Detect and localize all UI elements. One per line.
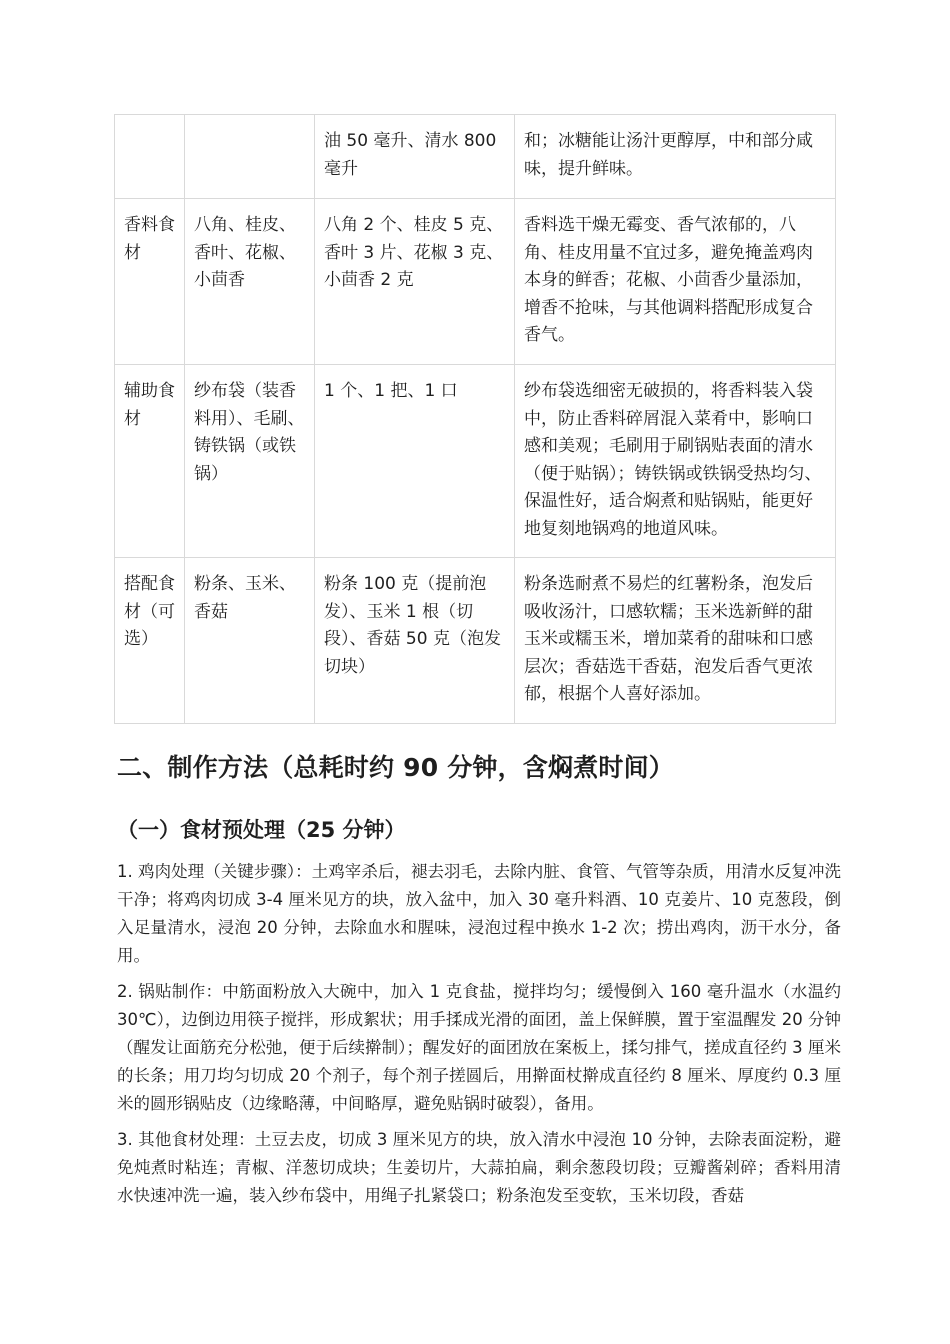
- table-row: [115, 365, 836, 558]
- note-cell: 和；冰糖能让汤汁更醇厚，中和部分咸味，提升鲜味。: [515, 115, 836, 199]
- table-row: [115, 115, 836, 199]
- subsection-heading: （一）食材预处理（25 分钟）: [117, 818, 406, 842]
- steps-list: [117, 858, 841, 1218]
- category-cell: 香料食材: [115, 199, 185, 365]
- category-cell: 搭配食材（可选）: [115, 558, 185, 724]
- step-paragraph: 1. 鸡肉处理（关键步骤）：土鸡宰杀后，褪去羽毛，去除内脏、食管、气管等杂质，用清水反复冲洗干净；将鸡肉切成 3-4 厘米见方的块，放入盆中，加入 30 毫升料酒、10 克姜片、10 克葱段，倒入足量清水，浸泡 20 分钟，去除血水和腥味，浸泡过程中换水 1-2 次；捞出鸡肉，沥干水分，备用。: [117, 862, 841, 965]
- items-cell: [185, 115, 315, 199]
- amount-cell: 油 50 毫升、清水 800 毫升: [315, 115, 515, 199]
- category-cell: [115, 115, 185, 199]
- items-cell: 八角、桂皮、香叶、花椒、小茴香: [185, 199, 315, 365]
- step-paragraph: 2. 锅贴制作：中筋面粉放入大碗中，加入 1 克食盐，搅拌均匀；缓慢倒入 160 毫升温水（水温约 30℃），边倒边用筷子搅拌，形成絮状；用手揉成光滑的面团，盖上保鲜膜，置于室温醒发 20 分钟（醒发让面筋充分松弛，便于后续擀制）；醒发好的面团放在案板上，揉匀排气，搓成直径约 3 厘米的长条；用刀均匀切成 20 个剂子，每个剂子搓圆后，用擀面杖擀成直径约 8 厘米、厚度约 0.3 厘米的圆形锅贴皮（边缘略薄，中间略厚，避免贴锅时破裂），备用。: [117, 982, 841, 1113]
- category-cell: 辅助食材: [115, 365, 185, 558]
- amount-cell: 1 个、1 把、1 口: [315, 365, 515, 558]
- items-cell: 粉条、玉米、香菇: [185, 558, 315, 724]
- section-heading: 二、制作方法（总耗时约 90 分钟，含焖煮时间）: [117, 753, 674, 782]
- step-paragraph: 3. 其他食材处理：土豆去皮，切成 3 厘米见方的块，放入清水中浸泡 10 分钟，去除表面淀粉，避免炖煮时粘连；青椒、洋葱切成块；生姜切片，大蒜拍扁，剩余葱段切段；豆瓣酱剁碎；香料用清水快速冲洗一遍，装入纱布袋中，用绳子扎紧袋口；粉条泡发至变软，玉米切段，香菇: [117, 1130, 841, 1205]
- amount-cell: 八角 2 个、桂皮 5 克、香叶 3 片、花椒 3 克、小茴香 2 克: [315, 199, 515, 365]
- items-cell: 纱布袋（装香料用）、毛刷、铸铁锅（或铁锅）: [185, 365, 315, 558]
- table-row: [115, 558, 836, 724]
- note-cell: 香料选干燥无霉变、香气浓郁的，八角、桂皮用量不宜过多，避免掩盖鸡肉本身的鲜香；花椒、小茴香少量添加，增香不抢味，与其他调料搭配形成复合香气。: [515, 199, 836, 365]
- note-cell: 粉条选耐煮不易烂的红薯粉条，泡发后吸收汤汁，口感软糯；玉米选新鲜的甜玉米或糯玉米，增加菜肴的甜味和口感层次；香菇选干香菇，泡发后香气更浓郁，根据个人喜好添加。: [515, 558, 836, 724]
- amount-cell: 粉条 100 克（提前泡发）、玉米 1 根（切段）、香菇 50 克（泡发切块）: [315, 558, 515, 724]
- note-cell: 纱布袋选细密无破损的，将香料装入袋中，防止香料碎屑混入菜肴中，影响口感和美观；毛刷用于刷锅贴表面的清水（便于贴锅）；铸铁锅或铁锅受热均匀、保温性好，适合焖煮和贴锅贴，能更好地复刻地锅鸡的地道风味。: [515, 365, 836, 558]
- table-row: [115, 199, 836, 365]
- ingredient-table: [114, 114, 836, 724]
